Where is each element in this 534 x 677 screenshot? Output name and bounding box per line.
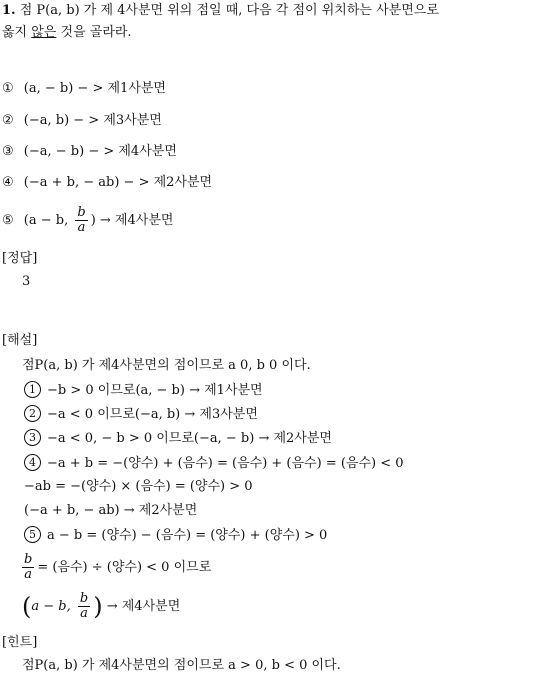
option-fraction [75,206,87,235]
question-number: 1. [2,3,16,18]
explanation-text: −a + b = −(양수) + (음수) = (음수) + (음수) = (음수) < 0 [47,456,404,471]
explanation-line-4 [24,454,404,473]
explanation-text: → 제4사분면 [106,599,181,614]
explanation-text: −b > 0 이므로(a, − b) → 제1사분면 [47,383,263,398]
option-text: (a, − b) − > 제1사분면 [23,81,166,96]
question-text: 점 P(a, b) 가 제 4사분면 위의 점일 때, 다음 각 점이 위치하는 사분면으로 [19,3,439,18]
option-5[interactable] [2,206,173,235]
explanation-text: −a < 0 이므로(−a, b) → 제3사분면 [47,407,258,422]
answer-label: [정답] [2,251,38,266]
option-number: ③ [2,144,14,159]
explanation-text: = (음수) ÷ (양수) < 0 이므로 [37,560,212,575]
option-number: ② [2,113,14,128]
explanation-text: a − b = (양수) − (음수) = (양수) + (양수) > 0 [47,528,328,543]
fraction-denominator: a [80,606,88,621]
question-text-pre: 옳지 [2,25,32,40]
option-number: ① [2,81,14,96]
option-1[interactable] [2,80,166,98]
explanation-line-1 [24,381,263,400]
option-number: ⑤ [2,213,14,228]
option-4[interactable] [2,174,212,192]
option-text-pre: (a − b, [23,213,73,228]
fraction-numerator: b [77,205,86,220]
question-line-1 [2,2,439,20]
hint-label: [힌트] [2,635,38,650]
explanation-line-4b: −ab = −(양수) × (음수) = (양수) > 0 [24,479,253,494]
option-2[interactable] [2,112,162,130]
circled-number-5: 5 [24,526,41,543]
paren-close: ) [93,592,103,621]
circled-number-4: 4 [24,454,41,471]
fraction-numerator: b [24,552,33,567]
explanation-line-6 [22,553,211,582]
fraction-denominator: a [77,220,86,235]
explanation-line-4c: (−a + b, − ab) → 제2사분면 [24,503,198,518]
explanation-text: a − b, [31,599,75,614]
circled-number-1: 1 [24,381,41,398]
explanation-line-7 [22,592,180,621]
explanation-fraction [22,553,34,582]
question-line-2 [2,24,132,42]
explanation-line-5 [24,526,327,545]
fraction-denominator: a [24,567,33,582]
paren-open: ( [22,592,32,621]
question-underlined-word: 않은 [31,25,57,40]
option-3[interactable] [2,143,177,161]
explanation-intro: 점P(a, b) 가 제4사분면의 점이므로 a 0, b 0 이다. [22,358,311,373]
question-text-post: 것을 골라라. [56,25,132,40]
answer-value: 3 [22,274,31,289]
explanation-fraction [78,592,90,621]
option-text: (−a, b) − > 제3사분면 [23,113,162,128]
fraction-numerator: b [79,591,89,606]
hint-text: 점P(a, b) 가 제4사분면의 점이므로 a > 0, b < 0 이다. [22,658,341,673]
explanation-text: −a < 0, − b > 0 이므로(−a, − b) → 제2사분면 [47,431,332,446]
explanation-label: [해설] [2,333,38,348]
explanation-line-2 [24,405,258,424]
circled-number-3: 3 [24,429,41,446]
option-text: (−a, − b) − > 제4사분면 [23,144,177,159]
option-number: ④ [2,175,14,190]
circled-number-2: 2 [24,405,41,422]
option-text: (−a + b, − ab) − > 제2사분면 [23,175,213,190]
option-text-post: ) → 제4사분면 [90,213,174,228]
explanation-line-3 [24,429,332,448]
